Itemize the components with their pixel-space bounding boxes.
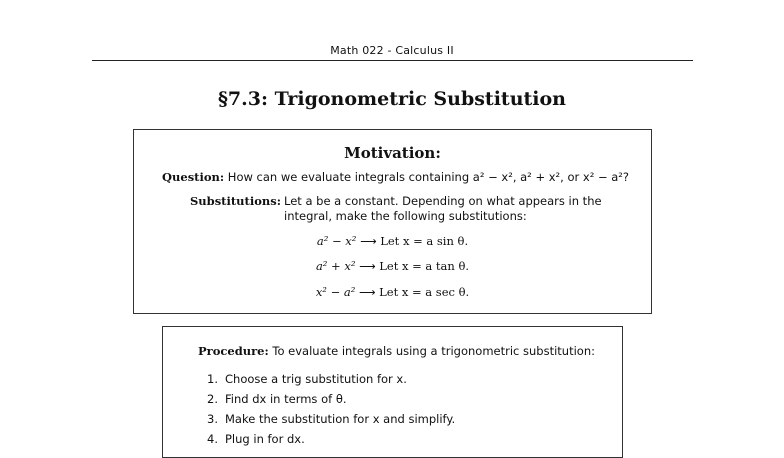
- list-item: 1. Choose a trig substitution for x.: [207, 372, 407, 386]
- question-row: [162, 170, 629, 184]
- procedure-steps: [207, 369, 455, 449]
- procedure-intro: To evaluate integrals using a trigonometric substitution:: [272, 344, 595, 358]
- arrow-icon: ⟶: [360, 234, 377, 248]
- rule-expression: x² − a²: [315, 285, 356, 299]
- substitutions-label: Substitutions:: [190, 194, 281, 208]
- page-title: §7.3: Trigonometric Substitution: [217, 88, 566, 110]
- list-item: 3. Make the substitution for x and simplify.: [207, 412, 456, 426]
- header-rule: [92, 60, 693, 61]
- procedure-label: Procedure:: [198, 344, 269, 358]
- rule-expression: a² + x²: [315, 259, 356, 273]
- list-item: 4. Plug in for dx.: [207, 432, 305, 446]
- substitution-rule-sec: [134, 285, 651, 299]
- rule-action: Let x = a sec θ.: [379, 285, 470, 299]
- substitutions-line-1: Let a be a constant. Depending on what appears in the: [284, 194, 602, 208]
- arrow-icon: ⟶: [358, 285, 376, 299]
- rule-action: Let x = a tan θ.: [379, 259, 470, 273]
- substitution-rule-sin: [134, 234, 651, 248]
- procedure-box: [162, 326, 623, 458]
- substitution-rule-tan: [134, 259, 651, 273]
- arrow-icon: ⟶: [359, 259, 376, 273]
- list-item: 2. Find dx in terms of θ.: [207, 392, 347, 406]
- motivation-heading: Motivation:: [344, 144, 441, 162]
- rule-action: Let x = a sin θ.: [380, 234, 469, 248]
- question-label: Question:: [162, 170, 225, 184]
- question-text: How can we evaluate integrals containing a² − x², a² + x², or x² − a²?: [227, 170, 630, 184]
- substitutions-line-2: integral, make the following substitutions:: [284, 209, 527, 223]
- course-header: Math 022 - Calculus II: [330, 44, 454, 57]
- rule-expression: a² − x²: [316, 234, 357, 248]
- motivation-box: [133, 129, 652, 314]
- procedure-intro-row: [198, 344, 595, 358]
